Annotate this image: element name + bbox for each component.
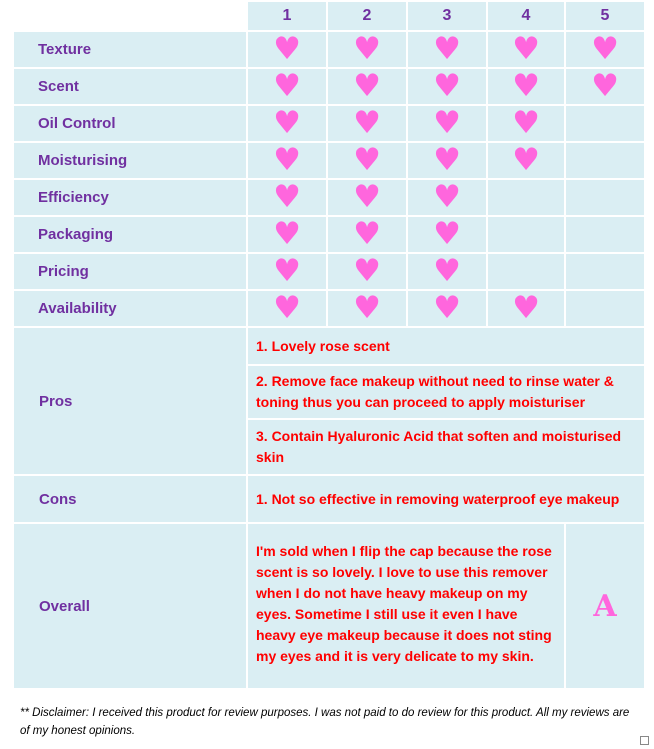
heart-icon: ♥ (433, 142, 461, 178)
criterion-label: Pricing (13, 253, 247, 290)
rating-cell (487, 68, 565, 105)
heart-icon: ♥ (591, 31, 619, 67)
heart-icon: ♥ (273, 179, 301, 215)
rating-cell (487, 216, 565, 253)
heart-icon: ♥ (512, 105, 540, 141)
rating-cell (565, 216, 645, 253)
rating-cell (247, 105, 327, 142)
heart-icon: ♥ (353, 179, 381, 215)
rating-cell (247, 216, 327, 253)
rating-header-5: 5 (565, 1, 645, 31)
overall-text: I'm sold when I flip the cap because the rose scent is so lovely. I love to use this remover when I do not have heavy makeup on my eyes. Sometime I still use it even I have heavy eye makeup because it does not sting my eyes and it is very delicate to my skin. (247, 523, 565, 689)
rating-cell (487, 253, 565, 290)
disclaimer-note: ** Disclaimer: I received this product for review purposes. I was not paid to do review for this product. All my reviews are of my honest opinions. (20, 707, 630, 737)
rating-cell (327, 105, 407, 142)
pros-label: Pros (13, 327, 247, 475)
pros-item-3: 3. Contain Hyaluronic Acid that soften and moisturised skin (247, 419, 645, 475)
heart-icon: ♥ (353, 290, 381, 326)
rating-cell (565, 290, 645, 327)
heart-icon: ♥ (433, 216, 461, 252)
heart-icon: ♥ (433, 253, 461, 289)
rating-cell (327, 216, 407, 253)
heart-icon: ♥ (591, 68, 619, 104)
heart-icon: ♥ (433, 105, 461, 141)
heart-icon: ♥ (273, 31, 301, 67)
criterion-row (13, 179, 645, 216)
heart-icon: ♥ (433, 68, 461, 104)
criterion-row (13, 105, 645, 142)
criterion-row (13, 253, 645, 290)
overall-grade: A (565, 523, 645, 689)
overall-label: Overall (13, 523, 247, 689)
rating-cell (407, 105, 487, 142)
heart-icon: ♥ (353, 68, 381, 104)
heart-icon: ♥ (273, 68, 301, 104)
rating-cell (247, 31, 327, 68)
criterion-label: Efficiency (13, 179, 247, 216)
rating-cell (565, 68, 645, 105)
criterion-row (13, 31, 645, 68)
corner-handle (640, 736, 649, 745)
heart-icon: ♥ (512, 31, 540, 67)
header-blank-cell (13, 1, 247, 31)
header-row (13, 1, 645, 31)
rating-cell (327, 142, 407, 179)
rating-cell (407, 68, 487, 105)
rating-cell (327, 179, 407, 216)
criterion-label: Oil Control (13, 105, 247, 142)
rating-cell (247, 68, 327, 105)
criterion-label: Packaging (13, 216, 247, 253)
heart-icon: ♥ (353, 31, 381, 67)
rating-cell (327, 290, 407, 327)
cons-label: Cons (13, 475, 247, 523)
rating-cell (407, 179, 487, 216)
heart-icon: ♥ (353, 142, 381, 178)
rating-header-1: 1 (247, 1, 327, 31)
criterion-row (13, 216, 645, 253)
criterion-row (13, 68, 645, 105)
heart-icon: ♥ (353, 105, 381, 141)
rating-cell (247, 179, 327, 216)
pros-row-1 (13, 327, 645, 365)
rating-cell (407, 142, 487, 179)
rating-cell (487, 142, 565, 179)
heart-icon: ♥ (512, 68, 540, 104)
rating-cell (565, 179, 645, 216)
rating-cell (565, 105, 645, 142)
heart-icon: ♥ (273, 290, 301, 326)
cons-item-1: 1. Not so effective in removing waterproof eye makeup (247, 475, 645, 523)
heart-icon: ♥ (273, 216, 301, 252)
rating-cell (565, 142, 645, 179)
rating-cell (487, 290, 565, 327)
overall-row (13, 523, 645, 689)
rating-cell (407, 31, 487, 68)
heart-icon: ♥ (512, 290, 540, 326)
criterion-label: Moisturising (13, 142, 247, 179)
criterion-label: Scent (13, 68, 247, 105)
criterion-label: Texture (13, 31, 247, 68)
heart-icon: ♥ (433, 179, 461, 215)
criterion-row (13, 142, 645, 179)
rating-cell (487, 179, 565, 216)
rating-header-3: 3 (407, 1, 487, 31)
rating-cell (565, 253, 645, 290)
cons-row (13, 475, 645, 523)
heart-icon: ♥ (353, 253, 381, 289)
heart-icon: ♥ (433, 290, 461, 326)
heart-icon: ♥ (273, 142, 301, 178)
rating-cell (407, 216, 487, 253)
pros-item-2: 2. Remove face makeup without need to rinse water & toning thus you can proceed to apply moisturiser (247, 365, 645, 419)
heart-icon: ♥ (433, 31, 461, 67)
heart-icon: ♥ (273, 253, 301, 289)
rating-cell (247, 290, 327, 327)
criterion-row (13, 290, 645, 327)
rating-cell (327, 68, 407, 105)
review-rating-table (12, 0, 646, 690)
rating-cell (407, 290, 487, 327)
rating-cell (327, 31, 407, 68)
heart-icon: ♥ (512, 142, 540, 178)
rating-cell (565, 31, 645, 68)
rating-cell (247, 142, 327, 179)
rating-header-4: 4 (487, 1, 565, 31)
heart-icon: ♥ (353, 216, 381, 252)
rating-cell (327, 253, 407, 290)
rating-cell (487, 31, 565, 68)
heart-icon: ♥ (273, 105, 301, 141)
criterion-label: Availability (13, 290, 247, 327)
rating-cell (247, 253, 327, 290)
pros-item-1: 1. Lovely rose scent (247, 327, 645, 365)
rating-header-2: 2 (327, 1, 407, 31)
rating-cell (407, 253, 487, 290)
rating-cell (487, 105, 565, 142)
